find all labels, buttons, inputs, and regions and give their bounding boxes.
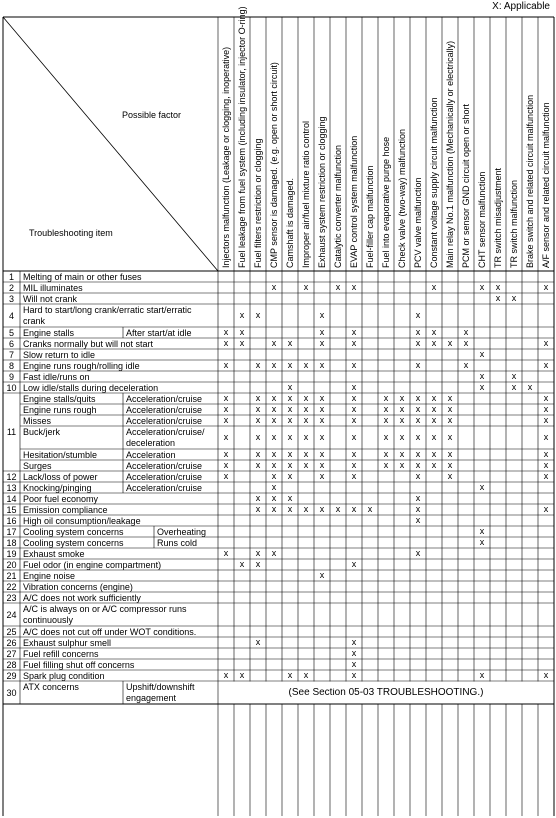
applicable-mark: x [431,459,437,470]
applicable-mark: x [383,392,389,403]
applicable-mark: x [255,547,261,558]
applicable-mark: x [255,459,261,470]
applicable-mark: x [271,281,277,292]
applicable-mark: x [351,636,357,647]
troubleshooting-item: High oil consumption/leakage [23,516,141,526]
applicable-mark: x [303,281,309,292]
applicable-mark: x [255,492,261,503]
applicable-mark: x [287,492,293,503]
applicable-mark: x [223,392,229,403]
applicable-mark: x [335,281,341,292]
applicable-mark: x [223,547,229,558]
legend-applicable: X: Applicable [492,1,550,12]
row-number: 20 [6,559,17,570]
applicable-mark: x [351,414,357,425]
applicable-mark: x [383,431,389,442]
applicable-mark: x [463,359,469,370]
applicable-mark: x [255,403,261,414]
factor-header: Fuel filters restriction or clogging [253,138,263,268]
applicable-mark: x [319,448,325,459]
applicable-mark: x [543,337,549,348]
applicable-mark: x [415,392,421,403]
troubleshooting-item: Cooling system concerns [23,538,124,548]
applicable-mark: x [287,403,293,414]
factor-header: Exhaust system restriction or clogging [317,116,327,268]
applicable-mark: x [303,392,309,403]
row-number: 22 [6,581,17,592]
applicable-mark: x [415,470,421,481]
condition-label: Acceleration/cruise [126,472,203,482]
applicable-mark: x [351,392,357,403]
row-number: 25 [6,626,17,637]
factor-header: TR switch malfunction [509,179,519,268]
applicable-mark: x [303,431,309,442]
applicable-mark: x [479,281,485,292]
applicable-mark: x [303,459,309,470]
applicable-mark: x [415,448,421,459]
applicable-mark: x [399,448,405,459]
applicable-mark: x [511,370,517,381]
applicable-mark: x [255,431,261,442]
applicable-mark: x [543,281,549,292]
applicable-mark: x [399,414,405,425]
applicable-mark: x [319,569,325,580]
applicable-mark: x [479,669,485,680]
troubleshooting-item: Engine runs rough/rolling idle [23,361,140,371]
applicable-mark: x [383,459,389,470]
applicable-mark: x [383,414,389,425]
applicable-mark: x [271,414,277,425]
applicable-mark: x [303,414,309,425]
troubleshooting-item: ATX concerns [23,682,79,692]
applicable-mark: x [319,414,325,425]
applicable-mark: x [319,431,325,442]
applicable-mark: x [287,448,293,459]
applicable-mark: x [239,558,245,569]
row-number: 18 [6,537,17,548]
row-number: 9 [8,371,14,382]
troubleshooting-item: Cranks normally but will not start [23,339,154,349]
applicable-mark: x [415,503,421,514]
applicable-mark: x [271,431,277,442]
troubleshooting-item: Engine noise [23,571,76,581]
factor-header: Fuel-filler cap malfunction [365,165,375,268]
applicable-mark: x [511,292,517,303]
applicable-mark: x [431,431,437,442]
applicable-mark: x [399,403,405,414]
applicable-mark: x [351,381,357,392]
applicable-mark: x [543,392,549,403]
applicable-mark: x [543,448,549,459]
applicable-mark: x [351,658,357,669]
applicable-mark: x [415,326,421,337]
applicable-mark: x [447,459,453,470]
factor-header: Catalytic converter malfunction [333,144,343,268]
applicable-mark: x [367,503,373,514]
factor-header: Camshaft is damaged. [285,177,295,268]
applicable-mark: x [351,647,357,658]
applicable-mark: x [479,381,485,392]
applicable-mark: x [271,403,277,414]
row-number: 29 [6,670,17,681]
applicable-mark: x [271,503,277,514]
applicable-mark: x [351,558,357,569]
row-number: 7 [8,349,14,360]
applicable-mark: x [287,431,293,442]
applicable-mark: x [351,403,357,414]
row-number: 15 [6,504,17,515]
applicable-mark: x [271,470,277,481]
row-number: 4 [8,310,14,321]
factor-header: PCM or sensor GND circuit open or short [461,103,471,268]
row-number: 12 [6,471,17,482]
troubleshooting-item: Melting of main or other fuses [23,272,142,282]
troubleshooting-item: Exhaust sulphur smell [23,638,112,648]
applicable-mark: x [527,381,533,392]
applicable-mark: x [319,326,325,337]
applicable-mark: x [479,536,485,547]
applicable-mark: x [415,492,421,503]
row-number: 27 [6,648,17,659]
troubleshooting-item: A/C is always on or A/C compressor runs continuously [23,604,187,625]
row-number: 26 [6,637,17,648]
applicable-mark: x [415,359,421,370]
applicable-mark: x [271,359,277,370]
row-number: 21 [6,570,17,581]
applicable-mark: x [415,547,421,558]
applicable-mark: x [223,470,229,481]
troubleshooting-item: A/C does not work sufficiently [23,593,141,603]
applicable-mark: x [287,470,293,481]
troubleshooting-item: Buck/jerk [23,427,61,437]
troubleshooting-item: Lack/loss of power [23,472,98,482]
possible-factor-heading: Possible factor [122,110,182,120]
applicable-mark: x [303,448,309,459]
applicable-mark: x [239,337,245,348]
condition-label: Acceleration/cruise [126,416,203,426]
applicable-mark: x [223,448,229,459]
applicable-mark: x [255,392,261,403]
troubleshooting-item: Engine stalls [23,328,75,338]
applicable-mark: x [351,326,357,337]
applicable-mark: x [287,669,293,680]
row-number: 8 [8,360,14,371]
condition-label: Acceleration/cruise [126,483,203,493]
factor-header: Main relay No.1 malfunction (Mechanically or electrically) [445,40,455,268]
applicable-mark: x [399,459,405,470]
applicable-mark: x [271,492,277,503]
factor-header: A/F sensor and related circuit malfunction [541,102,551,268]
condition-label: Overheating [157,527,207,537]
applicable-mark: x [287,359,293,370]
row-number: 14 [6,493,17,504]
applicable-mark: x [239,669,245,680]
applicable-mark: x [287,337,293,348]
applicable-mark: x [543,470,549,481]
applicable-mark: x [271,547,277,558]
applicable-mark: x [319,392,325,403]
row-number: 11 [6,427,17,437]
applicable-mark: x [303,403,309,414]
applicable-mark: x [271,481,277,492]
applicable-mark: x [351,281,357,292]
troubleshooting-item: Fuel filling shut off concerns [23,660,135,670]
applicable-mark: x [223,459,229,470]
applicable-mark: x [431,337,437,348]
applicable-mark: x [415,403,421,414]
applicable-mark: x [479,525,485,536]
applicable-mark: x [303,669,309,680]
applicable-mark: x [319,459,325,470]
applicable-mark: x [287,381,293,392]
applicable-mark: x [447,448,453,459]
condition-label: Acceleration/cruise [126,405,203,415]
applicable-mark: x [351,503,357,514]
factor-header: Fuel leakage from fuel system (including insulator, injector O-ring) [237,6,247,268]
applicable-mark: x [319,359,325,370]
applicable-mark: x [351,669,357,680]
applicable-mark: x [479,370,485,381]
row-number: 1 [8,271,14,282]
factor-header: TR switch misadjustment [493,167,503,268]
row-number: 10 [6,382,17,393]
applicable-mark: x [303,503,309,514]
applicable-mark: x [271,392,277,403]
factor-header: EVAP control system malfunction [349,135,359,268]
applicable-mark: x [431,414,437,425]
applicable-mark: x [223,326,229,337]
applicable-mark: x [287,392,293,403]
applicable-mark: x [399,431,405,442]
applicable-mark: x [415,337,421,348]
applicable-mark: x [543,503,549,514]
row-number: 24 [6,609,17,620]
applicable-mark: x [495,292,501,303]
troubleshooting-item: Knocking/pinging [23,483,92,493]
applicable-mark: x [463,337,469,348]
applicable-mark: x [447,392,453,403]
applicable-mark: x [351,470,357,481]
applicable-mark: x [543,459,549,470]
factor-header: Fuel into evaporative purge hose [381,136,391,268]
applicable-mark: x [351,459,357,470]
troubleshooting-item: Engine stalls/quits [23,394,96,404]
applicable-mark: x [319,337,325,348]
applicable-mark: x [431,326,437,337]
see-section-note: (See Section 05-03 TROUBLESHOOTING.) [288,687,484,698]
applicable-mark: x [447,470,453,481]
applicable-mark: x [223,359,229,370]
applicable-mark: x [255,309,261,320]
applicable-mark: x [431,448,437,459]
applicable-mark: x [255,503,261,514]
row-number: 16 [6,515,17,526]
applicable-mark: x [447,337,453,348]
condition-label: Acceleration [126,450,176,460]
applicable-mark: x [255,414,261,425]
applicable-mark: x [543,359,549,370]
applicable-mark: x [415,459,421,470]
row-number: 19 [6,548,17,559]
applicable-mark: x [303,359,309,370]
applicable-mark: x [351,359,357,370]
factor-header: Check valve (two-way) malfunction [397,128,407,268]
applicable-mark: x [447,403,453,414]
applicable-mark: x [239,309,245,320]
applicable-mark: x [431,281,437,292]
row-number: 3 [8,293,14,304]
applicable-mark: x [255,448,261,459]
troubleshooting-item: Hard to start/long crank/erratic start/erratic crank [23,305,192,326]
condition-label: Runs cold [157,538,198,548]
applicable-mark: x [223,431,229,442]
row-number: 5 [8,327,14,338]
applicable-mark: x [351,337,357,348]
troubleshooting-item: Cooling system concerns [23,527,124,537]
applicable-mark: x [415,414,421,425]
troubleshooting-item: Low idle/stalls during deceleration [23,383,159,393]
troubleshooting-item-heading: Troubleshooting item [29,228,113,238]
applicable-mark: x [271,448,277,459]
applicable-mark: x [447,414,453,425]
troubleshooting-item: Misses [23,416,52,426]
applicable-mark: x [447,431,453,442]
row-number: 23 [6,592,17,603]
applicable-mark: x [255,558,261,569]
troubleshooting-item: Fast idle/runs on [23,372,90,382]
applicable-mark: x [543,431,549,442]
applicable-mark: x [431,392,437,403]
applicable-mark: x [399,392,405,403]
troubleshooting-item: Fuel odor (in engine compartment) [23,560,162,570]
troubleshooting-item: Will not crank [23,294,78,304]
factor-header: CHT sensor malfunction [477,171,487,268]
applicable-mark: x [255,359,261,370]
applicable-mark: x [319,503,325,514]
troubleshooting-item: MIL illuminates [23,283,83,293]
factor-header: Constant voltage supply circuit malfunction [429,97,439,268]
applicable-mark: x [479,481,485,492]
applicable-mark: x [415,514,421,525]
applicable-mark: x [351,431,357,442]
applicable-mark: x [319,403,325,414]
troubleshooting-item: Fuel refill concerns [23,649,99,659]
troubleshooting-item: Spark plug condition [23,671,105,681]
applicable-mark: x [543,414,549,425]
troubleshooting-item: Poor fuel economy [23,494,99,504]
applicable-mark: x [271,337,277,348]
troubleshooting-item: Exhaust smoke [23,549,85,559]
applicable-mark: x [319,309,325,320]
applicable-mark: x [223,414,229,425]
applicable-mark: x [543,403,549,414]
applicable-mark: x [479,348,485,359]
factor-header: Improper air/fuel mixture ratio control [301,120,311,268]
row-number: 30 [6,687,17,698]
row-number: 6 [8,338,14,349]
applicable-mark: x [351,448,357,459]
factor-header: CMP sensor is damaged. (e.g. open or short circuit) [269,62,279,268]
applicable-mark: x [223,669,229,680]
condition-label: Acceleration/cruise [126,394,203,404]
factor-header: Injectors malfunction (Leakage or clogging, inoperative) [221,46,231,268]
applicable-mark: x [431,403,437,414]
factor-header: PCV valve malfunction [413,177,423,268]
condition-label: After start/at idle [126,328,192,338]
troubleshooting-item: Emission compliance [23,505,108,515]
row-number: 28 [6,659,17,670]
applicable-mark: x [271,459,277,470]
applicable-mark: x [239,326,245,337]
applicable-mark: x [383,448,389,459]
row-number: 17 [6,526,17,537]
troubleshooting-item: A/C does not cut off under WOT conditions. [23,627,197,637]
applicable-mark: x [319,470,325,481]
troubleshooting-item: Vibration concerns (engine) [23,582,133,592]
condition-label: Acceleration/cruise [126,461,203,471]
condition-label: Upshift/downshift engagement [126,682,195,703]
troubleshooting-item: Surges [23,461,52,471]
applicable-mark: x [415,431,421,442]
applicable-mark: x [223,337,229,348]
applicable-mark: x [543,669,549,680]
factor-header: Brake switch and related circuit malfunction [525,94,535,268]
applicable-mark: x [383,403,389,414]
condition-label: Acceleration/cruise/ deceleration [126,427,205,448]
row-number: 2 [8,282,14,293]
troubleshooting-item: Hesitation/stumble [23,450,98,460]
applicable-mark: x [511,381,517,392]
applicable-mark: x [223,403,229,414]
applicable-mark: x [287,503,293,514]
applicable-mark: x [415,309,421,320]
applicable-mark: x [495,281,501,292]
troubleshooting-item: Slow return to idle [23,350,96,360]
row-number: 13 [6,482,17,493]
applicable-mark: x [335,503,341,514]
applicable-mark: x [287,414,293,425]
applicable-mark: x [255,636,261,647]
applicable-mark: x [287,459,293,470]
applicable-mark: x [463,326,469,337]
troubleshooting-item: Engine runs rough [23,405,97,415]
